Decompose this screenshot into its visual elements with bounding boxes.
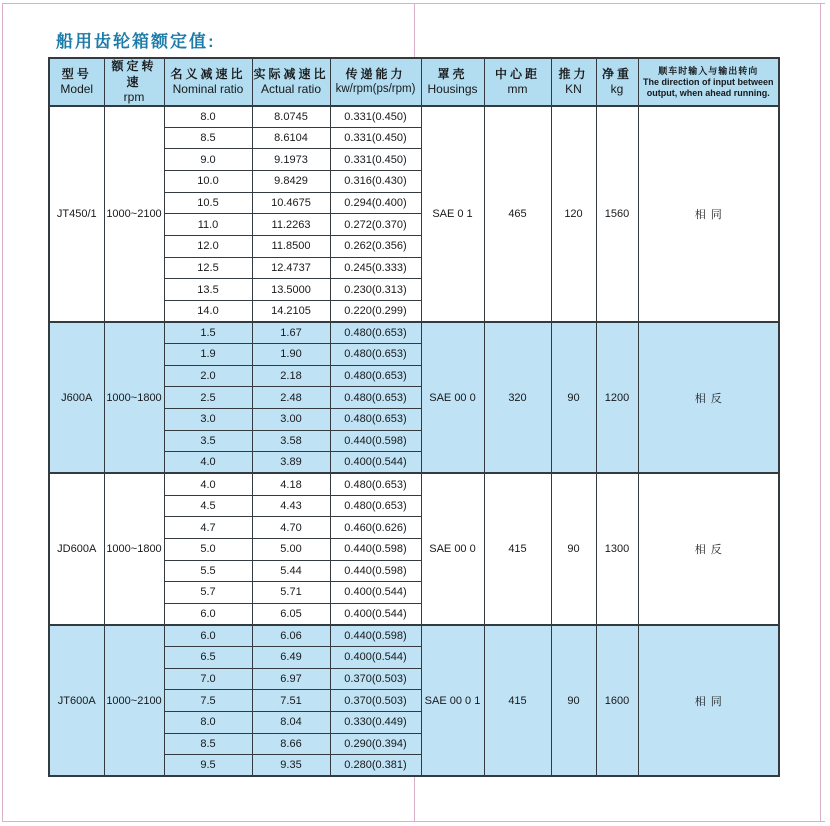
rpm-cell: 1000~2100 — [104, 106, 164, 322]
nominal-ratio-cell: 1.5 — [164, 322, 252, 344]
table-row — [49, 625, 779, 647]
nominal-ratio-cell: 5.0 — [164, 538, 252, 560]
header-label-en: kw/rpm(ps/rpm) — [335, 82, 416, 95]
weight-cell: 1600 — [596, 625, 638, 776]
header-label-en: Nominal ratio — [172, 82, 244, 97]
housing-cell: SAE 0 1 — [421, 106, 484, 322]
nominal-ratio-cell: 12.0 — [164, 235, 252, 257]
actual-ratio-cell: 6.06 — [252, 625, 330, 647]
nominal-ratio-cell: 3.0 — [164, 409, 252, 431]
header-label-en: The direction of input between output, when ahead running. — [643, 77, 774, 98]
center-distance-cell: 465 — [484, 106, 551, 322]
header-label-en: kg — [610, 82, 624, 97]
model-cell: J600A — [49, 322, 104, 473]
header-label-zh: 实际减速比 — [253, 66, 329, 81]
nominal-ratio-cell: 11.0 — [164, 214, 252, 236]
center-distance-cell: 415 — [484, 473, 551, 624]
capacity-cell: 0.480(0.653) — [330, 344, 421, 366]
header-label-zh: 名义减速比 — [170, 66, 246, 81]
nominal-ratio-cell: 6.0 — [164, 603, 252, 625]
actual-ratio-cell: 1.90 — [252, 344, 330, 366]
actual-ratio-cell: 5.44 — [252, 560, 330, 582]
actual-ratio-cell: 3.58 — [252, 430, 330, 452]
col-header-thrust — [551, 58, 596, 106]
weight-cell: 1560 — [596, 106, 638, 322]
housing-cell: SAE 00 0 — [421, 322, 484, 473]
actual-ratio-cell: 5.00 — [252, 538, 330, 560]
actual-ratio-cell: 6.49 — [252, 647, 330, 669]
capacity-cell: 0.400(0.544) — [330, 582, 421, 604]
capacity-cell: 0.440(0.598) — [330, 430, 421, 452]
col-header-weight — [596, 58, 638, 106]
rpm-cell: 1000~1800 — [104, 322, 164, 473]
capacity-cell: 0.480(0.653) — [330, 473, 421, 495]
header-label-zh: 顺车时输入与输出转向 — [658, 65, 759, 76]
capacity-cell: 0.440(0.598) — [330, 560, 421, 582]
header-label-zh: 中心距 — [494, 66, 540, 81]
header-label-en: mm — [507, 82, 528, 97]
actual-ratio-cell: 6.05 — [252, 603, 330, 625]
thrust-cell: 90 — [551, 625, 596, 776]
capacity-cell: 0.331(0.450) — [330, 127, 421, 149]
header-label-zh: 推力 — [558, 66, 589, 81]
capacity-cell: 0.230(0.313) — [330, 279, 421, 301]
actual-ratio-cell: 10.4675 — [252, 192, 330, 214]
capacity-cell: 0.290(0.394) — [330, 733, 421, 755]
header-label-zh: 净重 — [601, 66, 632, 81]
actual-ratio-cell: 4.18 — [252, 473, 330, 495]
header-label-en: KN — [565, 82, 582, 97]
col-header-housings — [421, 58, 484, 106]
col-header-model — [49, 58, 104, 106]
actual-ratio-cell: 3.00 — [252, 409, 330, 431]
col-header-center-distance — [484, 58, 551, 106]
col-header-capacity — [330, 58, 421, 106]
capacity-cell: 0.220(0.299) — [330, 300, 421, 322]
nominal-ratio-cell: 14.0 — [164, 300, 252, 322]
nominal-ratio-cell: 4.5 — [164, 495, 252, 517]
capacity-cell: 0.440(0.598) — [330, 538, 421, 560]
nominal-ratio-cell: 4.7 — [164, 517, 252, 539]
actual-ratio-cell: 1.67 — [252, 322, 330, 344]
table-row — [49, 322, 779, 344]
nominal-ratio-cell: 7.5 — [164, 690, 252, 712]
actual-ratio-cell: 14.2105 — [252, 300, 330, 322]
capacity-cell: 0.280(0.381) — [330, 755, 421, 777]
nominal-ratio-cell: 8.5 — [164, 127, 252, 149]
nominal-ratio-cell: 8.5 — [164, 733, 252, 755]
capacity-cell: 0.330(0.449) — [330, 712, 421, 734]
capacity-cell: 0.440(0.598) — [330, 625, 421, 647]
actual-ratio-cell: 12.4737 — [252, 257, 330, 279]
header-label-zh: 型号 — [61, 66, 92, 81]
capacity-cell: 0.294(0.400) — [330, 192, 421, 214]
actual-ratio-cell: 8.0745 — [252, 106, 330, 128]
ratings-table — [48, 57, 780, 777]
capacity-cell: 0.316(0.430) — [330, 171, 421, 193]
nominal-ratio-cell: 6.0 — [164, 625, 252, 647]
capacity-cell: 0.400(0.544) — [330, 452, 421, 474]
guide-line-right — [820, 3, 821, 822]
capacity-cell: 0.400(0.544) — [330, 647, 421, 669]
actual-ratio-cell: 13.5000 — [252, 279, 330, 301]
nominal-ratio-cell: 3.5 — [164, 430, 252, 452]
actual-ratio-cell: 6.97 — [252, 668, 330, 690]
header-label-en: Model — [60, 82, 94, 97]
nominal-ratio-cell: 10.5 — [164, 192, 252, 214]
housing-cell: SAE 00 0 — [421, 473, 484, 624]
nominal-ratio-cell: 1.9 — [164, 344, 252, 366]
rpm-cell: 1000~1800 — [104, 473, 164, 624]
capacity-cell: 0.370(0.503) — [330, 668, 421, 690]
model-cell: JD600A — [49, 473, 104, 624]
actual-ratio-cell: 4.43 — [252, 495, 330, 517]
nominal-ratio-cell: 9.0 — [164, 149, 252, 171]
header-label-zh: 额定转速 — [111, 59, 157, 89]
thrust-cell: 90 — [551, 322, 596, 473]
rpm-cell: 1000~2100 — [104, 625, 164, 776]
capacity-cell: 0.460(0.626) — [330, 517, 421, 539]
nominal-ratio-cell: 2.0 — [164, 365, 252, 387]
direction-cell: 相同 — [638, 106, 779, 322]
nominal-ratio-cell: 5.7 — [164, 582, 252, 604]
actual-ratio-cell: 9.35 — [252, 755, 330, 777]
col-header-nominal-ratio — [164, 58, 252, 106]
model-cell: JT450/1 — [49, 106, 104, 322]
actual-ratio-cell: 11.2263 — [252, 214, 330, 236]
header-label-en: Actual ratio — [260, 82, 322, 97]
capacity-cell: 0.245(0.333) — [330, 257, 421, 279]
header-label-zh: 传递能力 — [345, 67, 406, 82]
actual-ratio-cell: 8.04 — [252, 712, 330, 734]
capacity-cell: 0.480(0.653) — [330, 495, 421, 517]
direction-cell: 相反 — [638, 322, 779, 473]
capacity-cell: 0.480(0.653) — [330, 387, 421, 409]
housing-cell: SAE 00 0 1 — [421, 625, 484, 776]
nominal-ratio-cell: 7.0 — [164, 668, 252, 690]
nominal-ratio-cell: 13.5 — [164, 279, 252, 301]
actual-ratio-cell: 7.51 — [252, 690, 330, 712]
capacity-cell: 0.480(0.653) — [330, 365, 421, 387]
weight-cell: 1200 — [596, 322, 638, 473]
capacity-cell: 0.480(0.653) — [330, 409, 421, 431]
capacity-cell: 0.331(0.450) — [330, 149, 421, 171]
actual-ratio-cell: 8.66 — [252, 733, 330, 755]
nominal-ratio-cell: 10.0 — [164, 171, 252, 193]
actual-ratio-cell: 2.18 — [252, 365, 330, 387]
actual-ratio-cell: 9.8429 — [252, 171, 330, 193]
nominal-ratio-cell: 4.0 — [164, 452, 252, 474]
center-distance-cell: 320 — [484, 322, 551, 473]
capacity-cell: 0.480(0.653) — [330, 322, 421, 344]
guide-line-left — [2, 3, 3, 822]
header-label-zh: 罩壳 — [437, 66, 468, 81]
capacity-cell: 0.370(0.503) — [330, 690, 421, 712]
nominal-ratio-cell: 8.0 — [164, 712, 252, 734]
nominal-ratio-cell: 4.0 — [164, 473, 252, 495]
direction-cell: 相反 — [638, 473, 779, 624]
thrust-cell: 120 — [551, 106, 596, 322]
col-header-actual-ratio — [252, 58, 330, 106]
page-title: 船用齿轮箱额定值: — [56, 32, 216, 51]
table-row — [49, 106, 779, 128]
header-label-en: Housings — [427, 82, 478, 97]
capacity-cell: 0.400(0.544) — [330, 603, 421, 625]
col-header-rpm — [104, 58, 164, 106]
col-header-direction — [638, 58, 779, 106]
thrust-cell: 90 — [551, 473, 596, 624]
model-cell: JT600A — [49, 625, 104, 776]
nominal-ratio-cell: 6.5 — [164, 647, 252, 669]
nominal-ratio-cell: 8.0 — [164, 106, 252, 128]
capacity-cell: 0.272(0.370) — [330, 214, 421, 236]
actual-ratio-cell: 3.89 — [252, 452, 330, 474]
direction-cell: 相同 — [638, 625, 779, 776]
nominal-ratio-cell: 2.5 — [164, 387, 252, 409]
header-row — [49, 58, 779, 106]
actual-ratio-cell: 9.1973 — [252, 149, 330, 171]
nominal-ratio-cell: 9.5 — [164, 755, 252, 777]
actual-ratio-cell: 4.70 — [252, 517, 330, 539]
capacity-cell: 0.331(0.450) — [330, 106, 421, 128]
capacity-cell: 0.262(0.356) — [330, 235, 421, 257]
actual-ratio-cell: 11.8500 — [252, 235, 330, 257]
actual-ratio-cell: 5.71 — [252, 582, 330, 604]
nominal-ratio-cell: 5.5 — [164, 560, 252, 582]
center-distance-cell: 415 — [484, 625, 551, 776]
table-row — [49, 473, 779, 495]
weight-cell: 1300 — [596, 473, 638, 624]
header-label-en: rpm — [123, 90, 145, 105]
actual-ratio-cell: 2.48 — [252, 387, 330, 409]
actual-ratio-cell: 8.6104 — [252, 127, 330, 149]
nominal-ratio-cell: 12.5 — [164, 257, 252, 279]
